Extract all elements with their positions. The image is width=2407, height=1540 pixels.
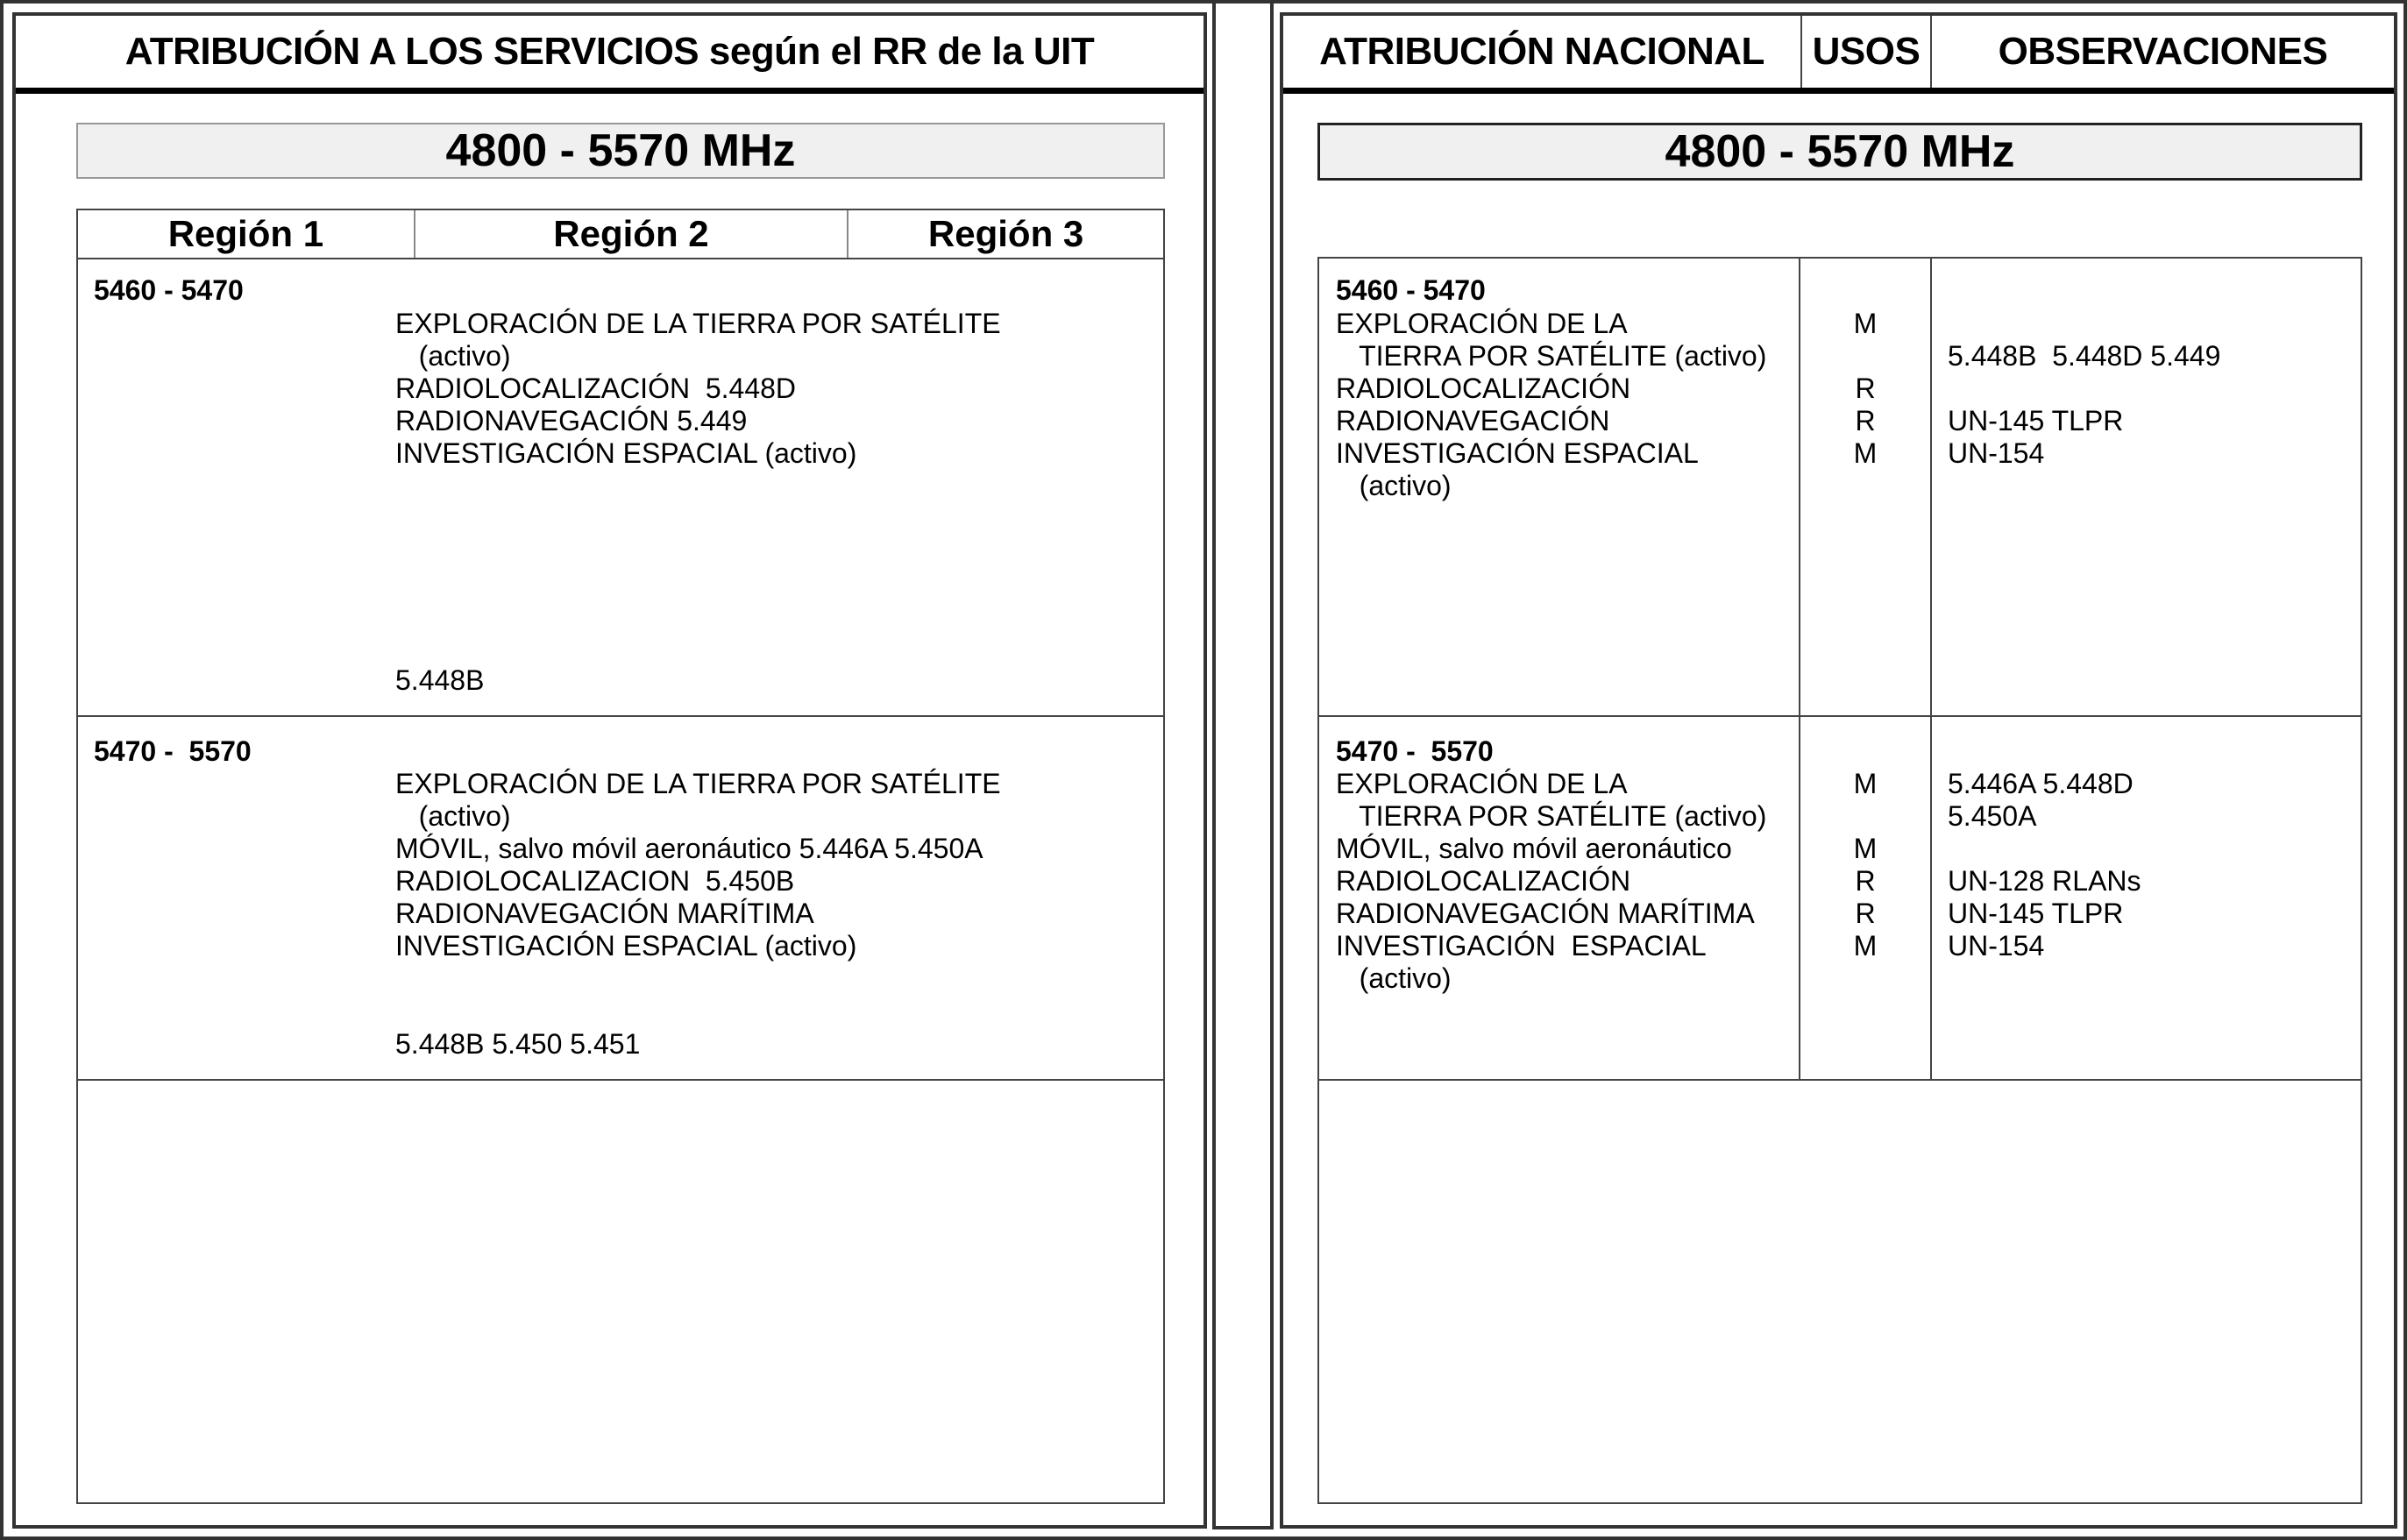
itu-row-divider-2 [78,1079,1163,1081]
itu-row2-services [395,768,1001,962]
national-header: ATRIBUCIÓN NACIONAL [1319,30,1764,73]
service-line: MÓVIL, salvo móvil aeronáutico 5.446A 5.450A [395,833,983,864]
itu-panel-title: ATRIBUCIÓN A LOS SERVICIOS según el RR de la UIT [124,30,1095,73]
national-band-label: 4800 - 5570 MHz [1317,123,2362,181]
service-line: INVESTIGACIÓN ESPACIAL [1336,930,1707,962]
usos-cell: M [1853,437,1878,469]
service-line: EXPLORACIÓN DE LA TIERRA POR SATÉLITE [395,308,1001,339]
service-line: RADIOLOCALIZACIÓN [1336,865,1631,897]
region-header-row [78,210,1163,258]
observaciones-column-divider [1930,259,1932,1080]
itu-title-rule [16,88,1204,94]
observacion-cell: UN-154 [1948,437,2045,469]
service-line: INVESTIGACIÓN ESPACIAL (activo) [395,930,857,962]
national-row2-usos [1800,768,1930,995]
itu-row2-footnotes: 5.448B 5.450 5.451 [395,1028,641,1060]
usos-header: USOS [1812,30,1921,73]
itu-row-divider-1 [78,715,1163,717]
region-1-header: Región 1 [78,210,415,258]
service-line: EXPLORACIÓN DE LA [1336,768,1628,799]
usos-cell: M [1853,833,1878,864]
service-line: RADIOLOCALIZACIÓN 5.448D [395,373,797,404]
usos-cell [1800,800,1930,833]
service-line: RADIONAVEGACIÓN MARÍTIMA [1336,898,1755,929]
national-row-divider-1 [1319,715,2361,717]
service-line: TIERRA POR SATÉLITE (activo) [1336,340,1767,372]
national-row1-observaciones [1948,308,2220,502]
itu-row2-range: 5470 - 5570 [94,735,252,767]
usos-cell [1800,340,1930,373]
service-line: EXPLORACIÓN DE LA TIERRA POR SATÉLITE [395,768,1001,799]
usos-cell: R [1855,373,1876,404]
observaciones-header: OBSERVACIONES [1998,30,2328,73]
service-line: (activo) [1336,470,1452,501]
service-line: RADIOLOCALIZACIÓN [1336,373,1631,404]
national-row2-services [1336,768,1766,995]
observacion-cell [1948,962,2141,995]
usos-cell: R [1855,865,1876,897]
region-2-header: Región 2 [415,210,848,258]
national-row2-observaciones [1948,768,2141,995]
national-row2-range: 5470 - 5570 [1336,735,1494,767]
observacion-cell [1948,373,2220,405]
observacion-cell: UN-145 TLPR [1948,405,2124,436]
itu-row1-services [395,308,1001,470]
usos-cell: R [1855,405,1876,436]
usos-cell [1800,962,1930,995]
service-line: TIERRA POR SATÉLITE (activo) [1336,800,1767,832]
service-line: RADIONAVEGACIÓN MARÍTIMA [395,898,814,929]
observacion-cell [1948,308,2220,340]
usos-cell: R [1855,898,1876,929]
service-line: RADIONAVEGACIÓN [1336,405,1610,436]
service-line: EXPLORACIÓN DE LA [1336,308,1628,339]
service-line: RADIONAVEGACIÓN 5.449 [395,405,748,436]
national-row1-services [1336,308,1766,502]
region-header-rule [78,258,1163,259]
observacion-cell: UN-154 [1948,930,2045,962]
gutter-bar [1212,0,1274,1529]
itu-row1-range: 5460 - 5470 [94,274,244,306]
service-line: (activo) [395,340,511,372]
region-3-header: Región 3 [927,213,1084,254]
service-line: INVESTIGACIÓN ESPACIAL (activo) [395,437,857,469]
service-line: MÓVIL, salvo móvil aeronáutico [1336,833,1732,864]
observacion-cell: UN-128 RLANs [1948,865,2141,897]
usos-cell: M [1853,768,1878,799]
itu-row1-footnotes: 5.448B [395,664,485,696]
observacion-cell [1948,470,2220,502]
service-line: (activo) [1336,962,1452,994]
service-line: INVESTIGACIÓN ESPACIAL [1336,437,1699,469]
service-line: (activo) [395,800,511,832]
observacion-cell [1948,833,2141,865]
usos-cell: M [1853,930,1878,962]
itu-band-label: 4800 - 5570 MHz [76,123,1165,179]
usos-cell [1800,470,1930,502]
national-row1-usos [1800,308,1930,502]
national-row-divider-2 [1319,1079,2361,1081]
national-row1-range: 5460 - 5470 [1336,274,1486,306]
observacion-cell: UN-145 TLPR [1948,898,2124,929]
national-title-rule [1283,88,2394,94]
observacion-cell: 5.450A [1948,800,2037,832]
service-line: RADIOLOCALIZACION 5.450B [395,865,795,897]
observacion-cell: 5.448B 5.448D 5.449 [1948,340,2221,372]
usos-cell: M [1853,308,1878,339]
observacion-cell: 5.446A 5.448D [1948,768,2134,799]
